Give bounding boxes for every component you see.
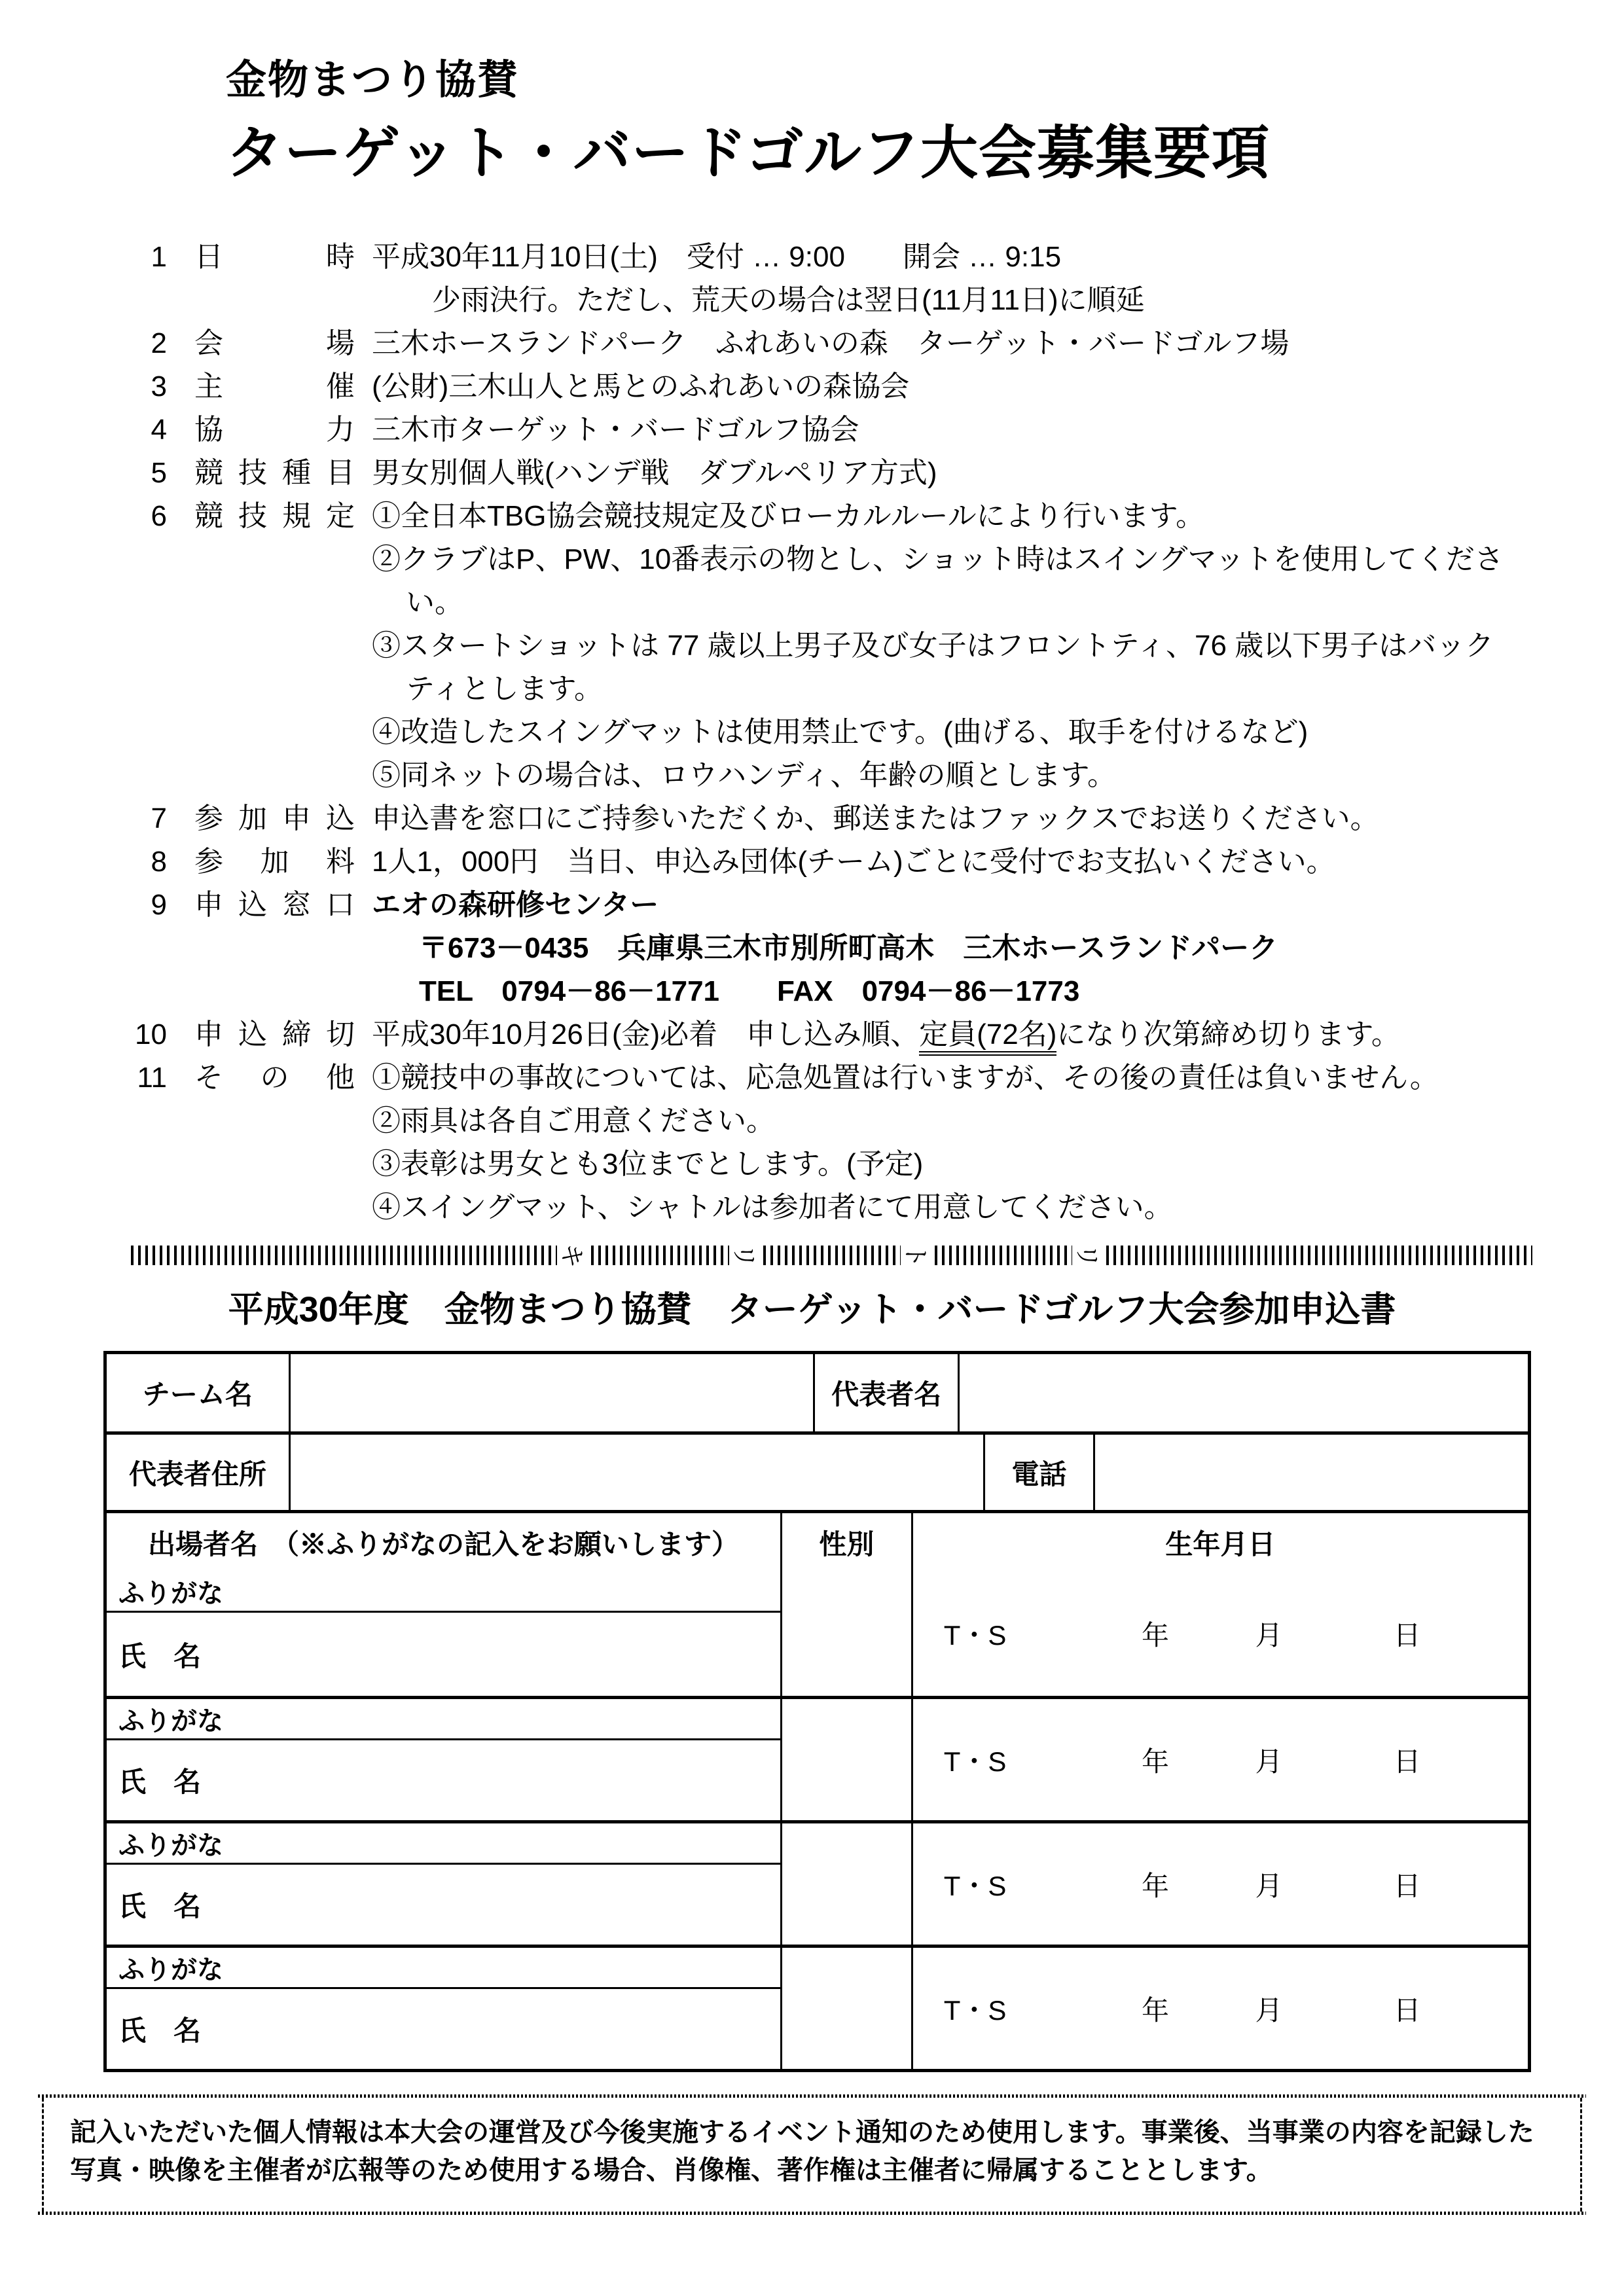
item-line: ⑤同ネットの場合は、ロウハンディ、年齢の順とします。 [372,759,1116,791]
representative-name-field [958,1354,1528,1431]
cutline-segment [763,1246,901,1265]
participant-name-cell [107,1699,780,1820]
item-line: 平成30年10月26日(金)必着 申し込み順、定員(72名)になり次第締め切ります。 [372,1013,1532,1056]
cutline-segment [131,1246,557,1265]
application-form-table [103,1351,1531,2072]
item-content [372,322,1532,365]
cut-here-line [131,1240,1532,1271]
item-number: 7 [151,802,167,834]
capacity-underlined: 定員(72名) [919,1018,1056,1056]
team-name-field [289,1354,813,1431]
era-options: T・S [943,1994,1007,2026]
guideline-item-11 [128,1056,1532,1229]
item-line: ①全日本TBG協会競技規定及びローカルルールにより行います。 [372,500,1205,532]
item-content [372,884,1532,1013]
application-form-title: 平成30年度 金物まつり協賛 ターゲット・バードゴルフ大会参加申込書 [228,1290,1396,1329]
cutline-segment [935,1246,1072,1265]
era-options: T・S [943,1746,1007,1777]
guideline-item-8 [128,840,1532,884]
item-label: 日 時 [194,241,355,273]
item-number: 9 [151,889,167,921]
item-line: 三木ホースランドパーク ふれあいの森 ターゲット・バードゴルフ場 [372,327,1290,359]
guideline-item-2 [128,322,1532,365]
cutline-character: リ [1072,1242,1100,1268]
participant-name-header: 出場者名 （※ふりがなの記入をお願いします） [148,1528,740,1560]
item-line: い。 [406,586,463,619]
guideline-item-5 [128,452,1532,495]
day-label: 日 [1393,1746,1421,1777]
item-content [372,797,1532,840]
item-line: 申込書を窓口にご持参いただくか、郵送またはファックスでお送りください。 [372,802,1379,834]
guideline-item-1 [128,236,1532,322]
participant-row [107,1820,1528,1945]
item-label: 参 加 申 込 [194,802,355,834]
gender-header: 性別 [780,1513,911,1571]
representative-address-field [289,1435,984,1510]
item-line: ③スタートショットは 77 歳以上男子及び女子はフロントティ、76 歳以下男子はバック [372,630,1494,662]
privacy-notice: 記入いただいた個人情報は本大会の運営及び今後実施するイベント通知のため使用します。事業後、当事業の内容を記録した写真・映像を主催者が広報等のため使用する場合、肖像権、著作権は主催者に帰属することとします。 [42,2098,1582,2212]
furigana-label: ふりがな [107,1823,780,1865]
item-line: ④改造したスイングマットは使用禁止です。(曲げる、取手を付けるなど) [372,716,1308,748]
cutline-character: キ [557,1242,585,1268]
name-label: 氏 名 [118,2015,202,2046]
item-line: ②雨具は各自ご用意ください。 [372,1105,775,1137]
item-line: 平成30年11月10日(土) 受付 … 9:00 開会 … 9:15 [372,241,1062,273]
item-number: 2 [151,327,167,359]
item-content [372,236,1532,322]
item-line: ティとします。 [406,673,603,705]
item-number: 11 [137,1062,167,1094]
year-label: 年 [1142,1620,1170,1651]
item-content [372,452,1532,495]
item-number: 10 [135,1018,167,1050]
item-line: 少雨決行。ただし、荒天の場合は翌日(11月11日)に順延 [432,284,1145,316]
month-label: 月 [1255,1620,1283,1651]
item-content [372,495,1532,797]
name-label: 氏 名 [118,1640,202,1672]
cutline-character: ト [901,1242,929,1268]
guideline-item-3 [128,365,1532,408]
item-line: 三木市ターゲット・バードゴルフ協会 [372,414,859,446]
day-label: 日 [1393,1994,1421,2026]
gender-field [780,1823,911,1945]
cutline-segment [1106,1246,1532,1265]
notice-bottom-dotted-rule [38,2212,1586,2215]
item-label: 会 場 [194,327,355,359]
guideline-item-4 [128,408,1532,452]
year-label: 年 [1142,1994,1170,2026]
phone-field [1093,1435,1528,1510]
participants-header-row [107,1510,1528,1571]
month-label: 月 [1255,1994,1283,2026]
item-label: 参 加 料 [194,846,355,878]
item-number: 3 [151,370,167,403]
furigana-label: ふりがな [107,1571,780,1613]
team-name-label: チーム名 [142,1379,253,1410]
item-content [372,1013,1532,1056]
item-label: 競 技 種 目 [194,457,355,489]
item-content [372,365,1532,408]
team-row [107,1354,1528,1431]
item-line: ②クラブはP、PW、10番表示の物とし、ショット時はスイングマットを使用してくださ [372,543,1504,575]
month-label: 月 [1255,1746,1283,1777]
participant-row [107,1696,1528,1820]
era-options: T・S [943,1870,1007,1901]
address-row [107,1431,1528,1510]
gender-field [780,1948,911,2069]
item-number: 5 [151,457,167,489]
day-label: 日 [1393,1870,1421,1901]
name-label: 氏 名 [118,1767,202,1797]
birthdate-field [911,1699,1528,1820]
day-label: 日 [1393,1620,1421,1651]
item-number: 6 [151,500,167,532]
phone-label: 電話 [983,1435,1092,1510]
event-sponsor-subtitle: 金物まつり協賛 [226,58,520,103]
item-line: 〒673－0435 兵庫県三木市別所町高木 三木ホースランドパーク [419,932,1278,964]
era-options: T・S [943,1620,1007,1651]
participant-name-cell [107,1948,780,2069]
item-line: 男女別個人戦(ハンデ戦 ダブルペリア方式) [372,457,937,489]
item-content [372,408,1532,452]
birthdate-field [911,1823,1528,1945]
birthdate-header: 生年月日 [911,1513,1528,1571]
birthdate-field [911,1948,1528,2069]
cutline-character: リ [729,1242,757,1268]
guideline-item-6 [128,495,1532,797]
document-title: ターゲット・バードゴルフ大会募集要項 [226,120,1270,185]
item-line: エオの森研修センター [372,889,659,921]
participant-row [107,1945,1528,2069]
item-content [372,1056,1532,1229]
representative-address-label: 代表者住所 [128,1458,266,1490]
item-label: 主 催 [194,370,355,403]
representative-name-label: 代表者名 [813,1354,958,1431]
item-line: (公財)三木山人と馬とのふれあいの森協会 [372,370,910,403]
item-content [372,840,1532,884]
furigana-label: ふりがな [107,1699,780,1740]
participant-name-cell [107,1571,780,1696]
item-line: 1人1，000円 当日、申込み団体(チーム)ごとに受付でお支払いください。 [372,846,1335,878]
guideline-item-7 [128,797,1532,840]
item-label: 協 力 [194,414,355,446]
item-label: 競 技 規 定 [194,500,355,532]
furigana-label: ふりがな [107,1948,780,1989]
item-line: TEL 0794－86－1771 FAX 0794－86－1773 [419,975,1080,1007]
cutline-segment [591,1246,729,1265]
participant-name-cell [107,1823,780,1945]
item-label: 申 込 締 切 [194,1018,355,1050]
item-label: そ の 他 [194,1062,355,1094]
item-label: 申 込 窓 口 [194,889,355,921]
item-line: ③表彰は男女とも3位までとします。(予定) [372,1148,924,1180]
gender-field [780,1699,911,1820]
birthdate-field [911,1571,1528,1696]
item-number: 1 [151,241,167,273]
participant-row [107,1571,1528,1696]
year-label: 年 [1142,1746,1170,1777]
guideline-item-10 [128,1013,1532,1056]
item-line: ①競技中の事故については、応急処置は行いますが、その後の責任は負いません。 [372,1062,1439,1094]
guidelines-list [128,236,1532,1229]
gender-field [780,1571,911,1696]
item-line: ④スイングマット、シャトルは参加者にて用意してください。 [372,1191,1173,1223]
item-number: 4 [151,414,167,446]
item-number: 8 [151,846,167,878]
month-label: 月 [1255,1870,1283,1901]
guideline-item-9 [128,884,1532,1013]
year-label: 年 [1142,1870,1170,1901]
name-label: 氏 名 [118,1891,202,1922]
